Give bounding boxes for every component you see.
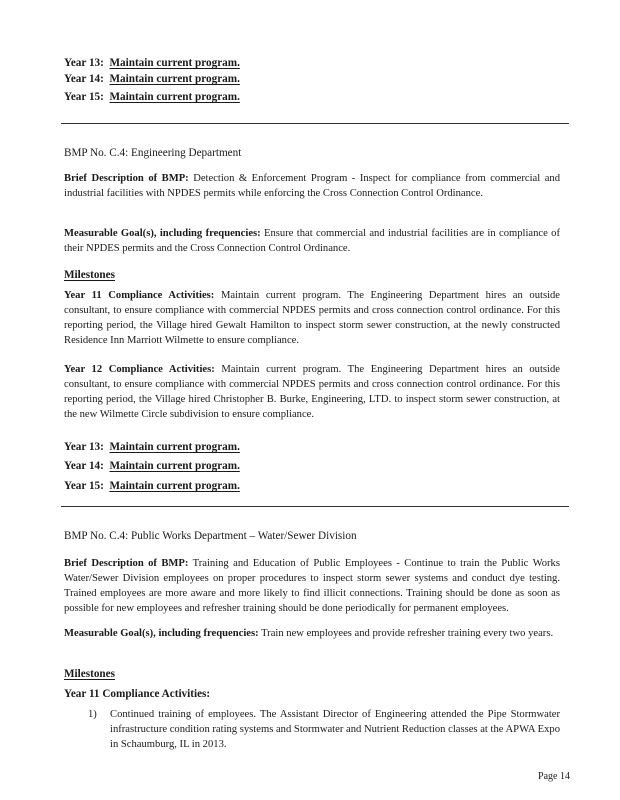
section-divider [61,506,569,507]
measurable-goal-engineering: Measurable Goal(s), including frequencies: Ensure that commercial and industrial facilities are in compliance of their NPDES permits and the Cross Connection Control Ordinance. [64,228,560,254]
brief-description-engineering: Brief Description of BMP: Detection & Enforcement Program - Inspect for compliance from commercial and industrial facilities with NPDES permits while enforcing the Cross Connection Control Ordinance. [64,173,560,199]
list-item [88,707,560,752]
section-heading-public-works: BMP No. C.4: Public Works Department – Water/Sewer Division [64,530,357,542]
section-divider [61,123,569,124]
year-12-activities-engineering: Year 12 Compliance Activities: Maintain current program. The Engineering Department hires an outside consultant, to ensure compliance with commercial NPDES permits and cross connection control ordinance. For this reporting period, the Village hired Christopher B. Burke, Engineering, LTD. to inspect storm sewer construction, at the new Wilmette Circle subdivision to ensure compliance. [64,364,560,420]
milestones-heading-public-works: Milestones [64,668,115,680]
list-item-number: 1) [88,709,97,720]
section-heading-engineering: BMP No. C.4: Engineering Department [64,147,242,159]
eng-year-14-line: Year 14: Maintain current program. [64,460,240,472]
page-number: Page 14 [538,771,570,782]
year-15-line: Year 15: Maintain current program. [64,91,240,103]
eng-year-13-line: Year 13: Maintain current program. [64,441,240,453]
year-11-activities-engineering: Year 11 Compliance Activities: Maintain current program. The Engineering Department hires an outside consultant, to ensure compliance with commercial NPDES permits and cross connection control ordinance. For this reporting period, the Village hired Gewalt Hamilton to inspect storm sewer construction, at the newly constructed Residence Inn Marriott Wilmette to ensure compliance. [64,290,561,346]
milestones-heading-engineering: Milestones [64,269,115,281]
measurable-goal-public-works: Measurable Goal(s), including frequencies: Train new employees and provide refresher training every two years. [64,628,554,639]
year-11-label-public-works: Year 11 Compliance Activities: [64,688,211,700]
brief-description-public-works: Brief Description of BMP: Training and Education of Public Employees - Continue to train the Public Works Water/Sewer Division employees on proper procedures to inspect storm sewer systems and conduct dye testing. Trained employees are more aware and more likely to find illicit connections. Training should be done as soon as possible for new employees and refresher training should be done periodically for permanent employees. [64,558,560,614]
list-item-text: Continued training of employees. The Assistant Director of Engineering attended the Pipe Stormwater infrastructure condition rating systems and Stormwater and Nutrient Reduction classes at the APWA Expo in Schaumburg, IL in 2013. [110,709,560,750]
year-13-line: Year 13: Maintain current program. [64,57,240,69]
eng-year-15-line: Year 15: Maintain current program. [64,480,240,492]
year-14-line: Year 14: Maintain current program. [64,73,240,85]
